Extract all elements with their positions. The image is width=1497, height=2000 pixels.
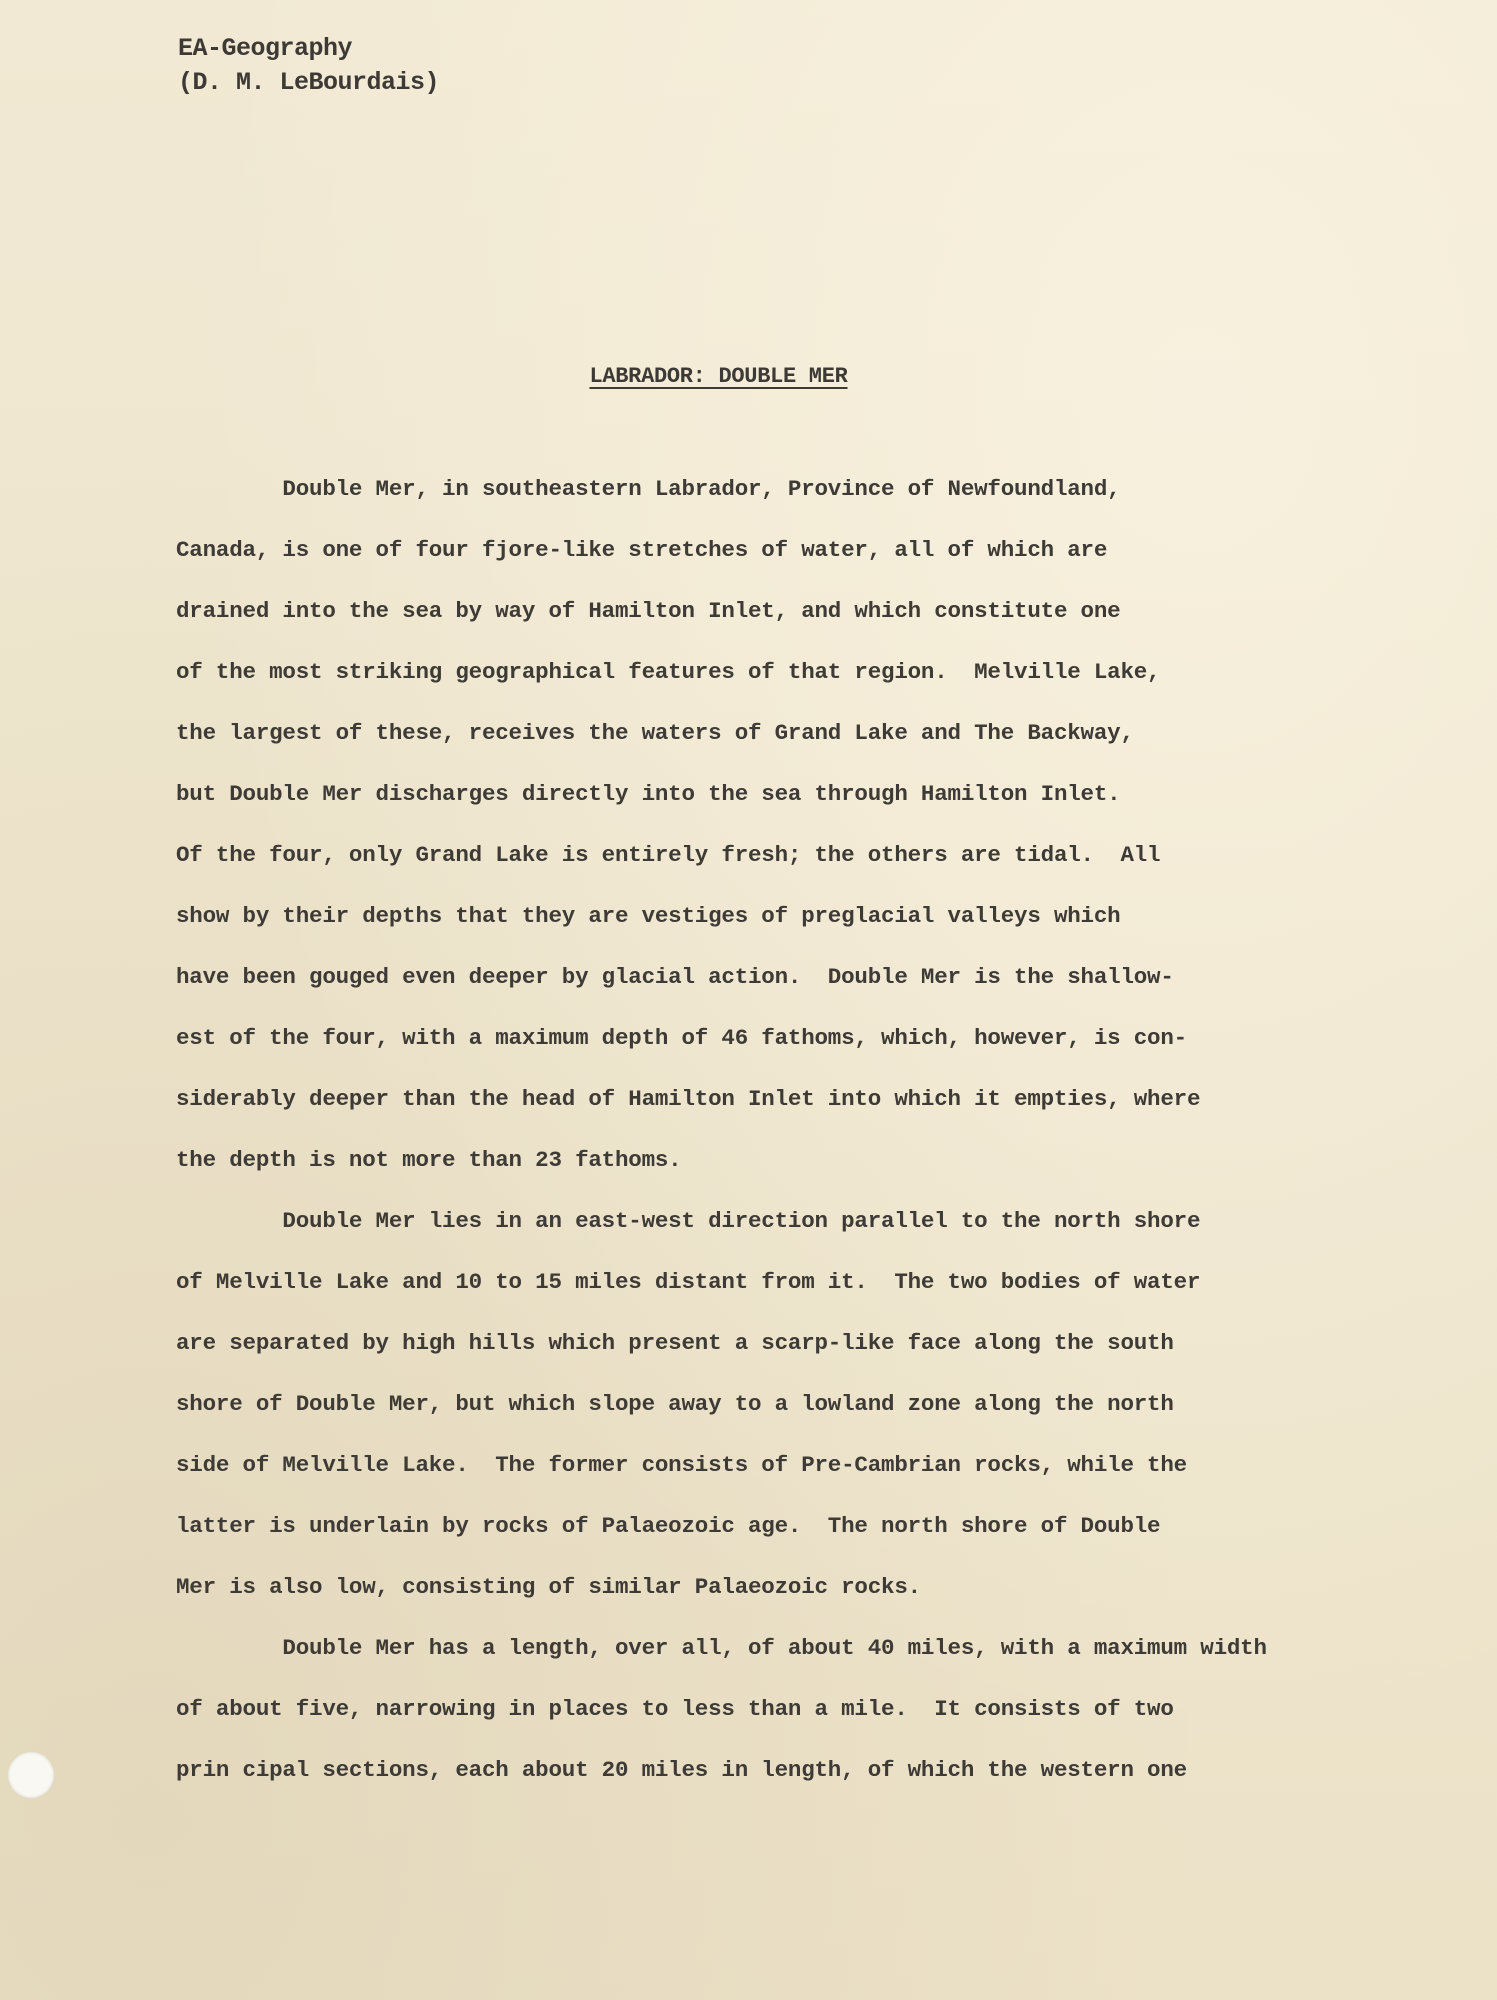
text-line: est of the four, with a maximum depth of 46 fathoms, which, however, is con- (176, 1025, 1187, 1051)
text-line: the largest of these, receives the waters of Grand Lake and The Backway, (176, 720, 1134, 746)
text-line: prin cipal sections, each about 20 miles in length, of which the western one (176, 1757, 1187, 1783)
text-line: of about five, narrowing in places to less than a mile. It consists of two (176, 1696, 1174, 1722)
text-line: Double Mer, in southeastern Labrador, Province of Newfoundland, (176, 476, 1121, 502)
punch-hole (8, 1752, 54, 1798)
document-body (176, 459, 1381, 1801)
text-line: Canada, is one of four fjore-like stretches of water, all of which are (176, 537, 1108, 563)
text-line: Of the four, only Grand Lake is entirely fresh; the others are tidal. All (176, 842, 1161, 868)
text-line: shore of Double Mer, but which slope away to a lowland zone along the north (176, 1391, 1174, 1417)
header-course: EA-Geography (178, 34, 353, 63)
text-line: show by their depths that they are vestiges of preglacial valleys which (176, 903, 1121, 929)
text-line: side of Melville Lake. The former consists of Pre-Cambrian rocks, while the (176, 1452, 1187, 1478)
document-header (178, 32, 439, 100)
text-line: the depth is not more than 23 fathoms. (176, 1147, 682, 1173)
text-line: of Melville Lake and 10 to 15 miles distant from it. The two bodies of water (176, 1269, 1201, 1295)
text-line: but Double Mer discharges directly into the sea through Hamilton Inlet. (176, 781, 1121, 807)
text-line: are separated by high hills which present a scarp-like face along the south (176, 1330, 1174, 1356)
document-title (0, 364, 1497, 389)
text-line: latter is underlain by rocks of Palaeozoic age. The north shore of Double (176, 1513, 1161, 1539)
text-line: have been gouged even deeper by glacial action. Double Mer is the shallow- (176, 964, 1174, 990)
text-line: Double Mer lies in an east-west direction parallel to the north shore (176, 1208, 1201, 1234)
text-line: drained into the sea by way of Hamilton Inlet, and which constitute one (176, 598, 1121, 624)
header-author: (D. M. LeBourdais) (178, 68, 440, 97)
text-line: Mer is also low, consisting of similar Palaeozoic rocks. (176, 1574, 921, 1600)
text-line: siderably deeper than the head of Hamilton Inlet into which it empties, where (176, 1086, 1201, 1112)
text-line: of the most striking geographical features of that region. Melville Lake, (176, 659, 1161, 685)
title-text: LABRADOR: DOUBLE MER (589, 364, 848, 389)
text-line: Double Mer has a length, over all, of about 40 miles, with a maximum width (176, 1635, 1267, 1661)
